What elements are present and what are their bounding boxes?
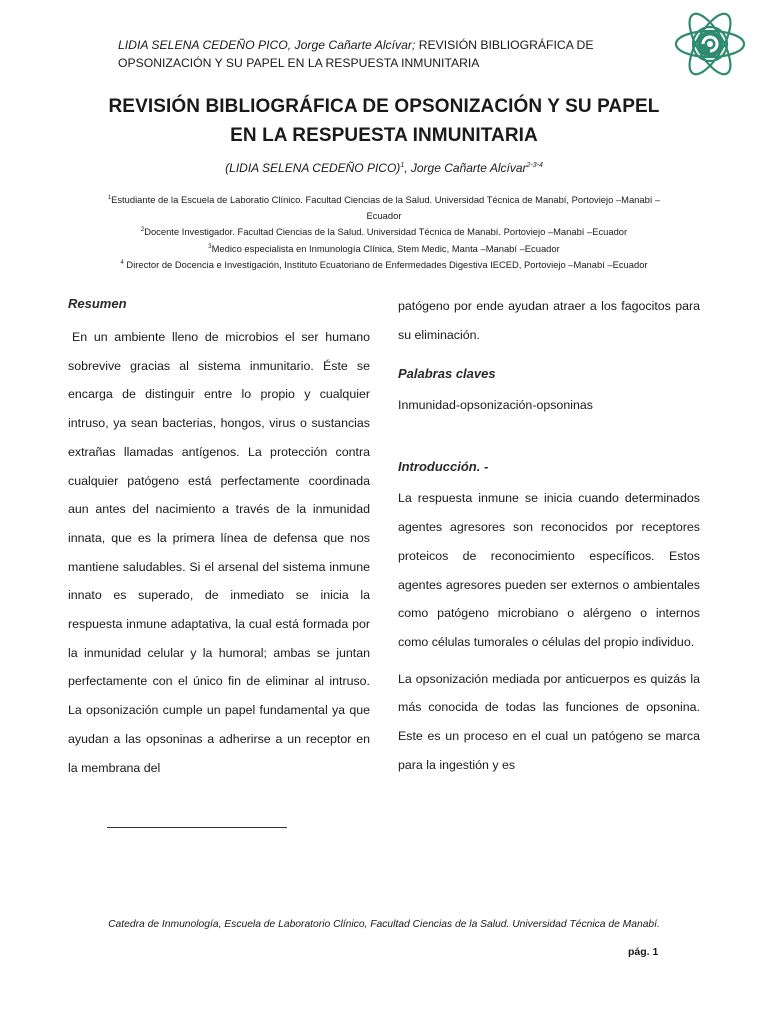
affiliation-2 <box>96 223 672 240</box>
page-number: pág. 1 <box>628 946 659 958</box>
introduction-heading: Introducción. - <box>398 459 489 475</box>
running-header-authors: LIDIA SELENA CEDEÑO PICO, Jorge Cañarte Alcívar; <box>118 38 416 52</box>
affiliation-3-text: Medico especialista en Inmunología Clínica, Stem Medic, Manta –Manabí –Ecuador <box>211 242 560 254</box>
affiliation-1 <box>96 191 672 223</box>
keywords-heading: Palabras claves <box>398 366 496 382</box>
affiliation-2-text: Docente Investigador. Facultad Ciencias de la Salud. Universidad Técnica de Manabí. Portoviejo –Manabí –Ecuador <box>144 226 628 238</box>
running-header <box>118 36 678 72</box>
affiliation-4 <box>96 256 672 273</box>
keywords-text: Inmunidad-opsonización-opsoninas <box>398 398 593 413</box>
paper-title <box>60 92 708 150</box>
left-column <box>68 293 370 782</box>
affiliation-4-text: Director de Docencia e Investigación, Instituto Ecuatoriano de Enfermedades Digestiva IECED, Portoviejo –Manabí –Ecuador <box>123 259 648 271</box>
affiliations <box>96 191 672 273</box>
affiliation-3 <box>96 240 672 257</box>
university-emblem-logo <box>672 6 748 82</box>
author-2-sup: 2-3-4 <box>526 162 543 169</box>
paper-title-line-1: REVISIÓN BIBLIOGRÁFICA DE OPSONIZACIÓN Y SU PAPEL <box>108 96 660 117</box>
author-byline <box>60 161 708 175</box>
page-footer: Catedra de Inmunología, Escuela de Laboratorio Clínico, Facultad Ciencias de la Salud. Universidad Técnica de Manabí. <box>108 919 660 930</box>
introduction-paragraph-1: La respuesta inmune se inicia cuando determinados agentes agresores son reconocidos por receptores proteicos de reconocimiento específicos. Estos agentes agresores pueden ser externos o ambientales como patógeno microbiano o alérgeno o internos como células tumorales o células del propio individuo. <box>398 491 700 649</box>
affiliation-1-sup: 1 <box>107 195 112 201</box>
footnote-divider <box>107 827 287 828</box>
abstract-heading: Resumen <box>68 296 127 311</box>
affiliation-2-sup: 2 <box>140 227 145 234</box>
introduction-paragraph-2: La opsonización mediada por anticuerpos es quizás la más conocida de todas las funciones de opsonina. Este es un proceso en el cual un patógeno se marca para la ingestión y es <box>398 671 700 772</box>
affiliation-4-sup: 4 <box>120 260 124 267</box>
paper-title-line-2: EN LA RESPUESTA INMUNITARIA <box>230 125 538 146</box>
author-1: (LIDIA SELENA CEDEÑO PICO) <box>225 161 401 175</box>
right-column <box>398 292 700 779</box>
author-1-sup: 1 <box>400 162 405 169</box>
abstract-paragraph: En un ambiente lleno de microbios el ser humano sobrevive gracias al sistema inmunitario. Éste se encarga de distinguir entre lo propio y cualquier intruso, ya sean bacterias, hongos, virus o sustancias extrañas llamadas antígenos. La protección contra cualquier patógeno está perfectamente coordinada aun antes del nacimiento a través de la inmunidad innata, que es la primera línea de defensa que nos mantiene saludables. Si el arsenal del sistema inmune innato es superado, de inmediato se inicia la respuesta inmune adaptativa, la cual está formada por la inmunidad celular y la humoral; ambas se juntan perfectamente con el único fin de eliminar al intruso. La opsonización cumple un papel fundamental ya que ayudan a las opsoninas a adherirse a un receptor en la membrana del <box>68 330 370 775</box>
abstract-continuation: patógeno por ende ayudan atraer a los fagocitos para su eliminación. <box>398 299 700 342</box>
affiliation-3-sup: 3 <box>208 243 212 250</box>
author-2: , Jorge Cañarte Alcívar <box>404 161 527 175</box>
affiliation-1-text: Estudiante de la Escuela de Laboratio Clínico. Facultad Ciencias de la Salud. Universidad Técnica de Manabí, Portoviejo –Manabí –Ecuador <box>111 194 661 221</box>
running-header-title: REVISIÓN BIBLIOGRÁFICA DE OPSONIZACIÓN Y SU PAPEL EN LA RESPUESTA INMUNITARIA <box>118 38 594 70</box>
